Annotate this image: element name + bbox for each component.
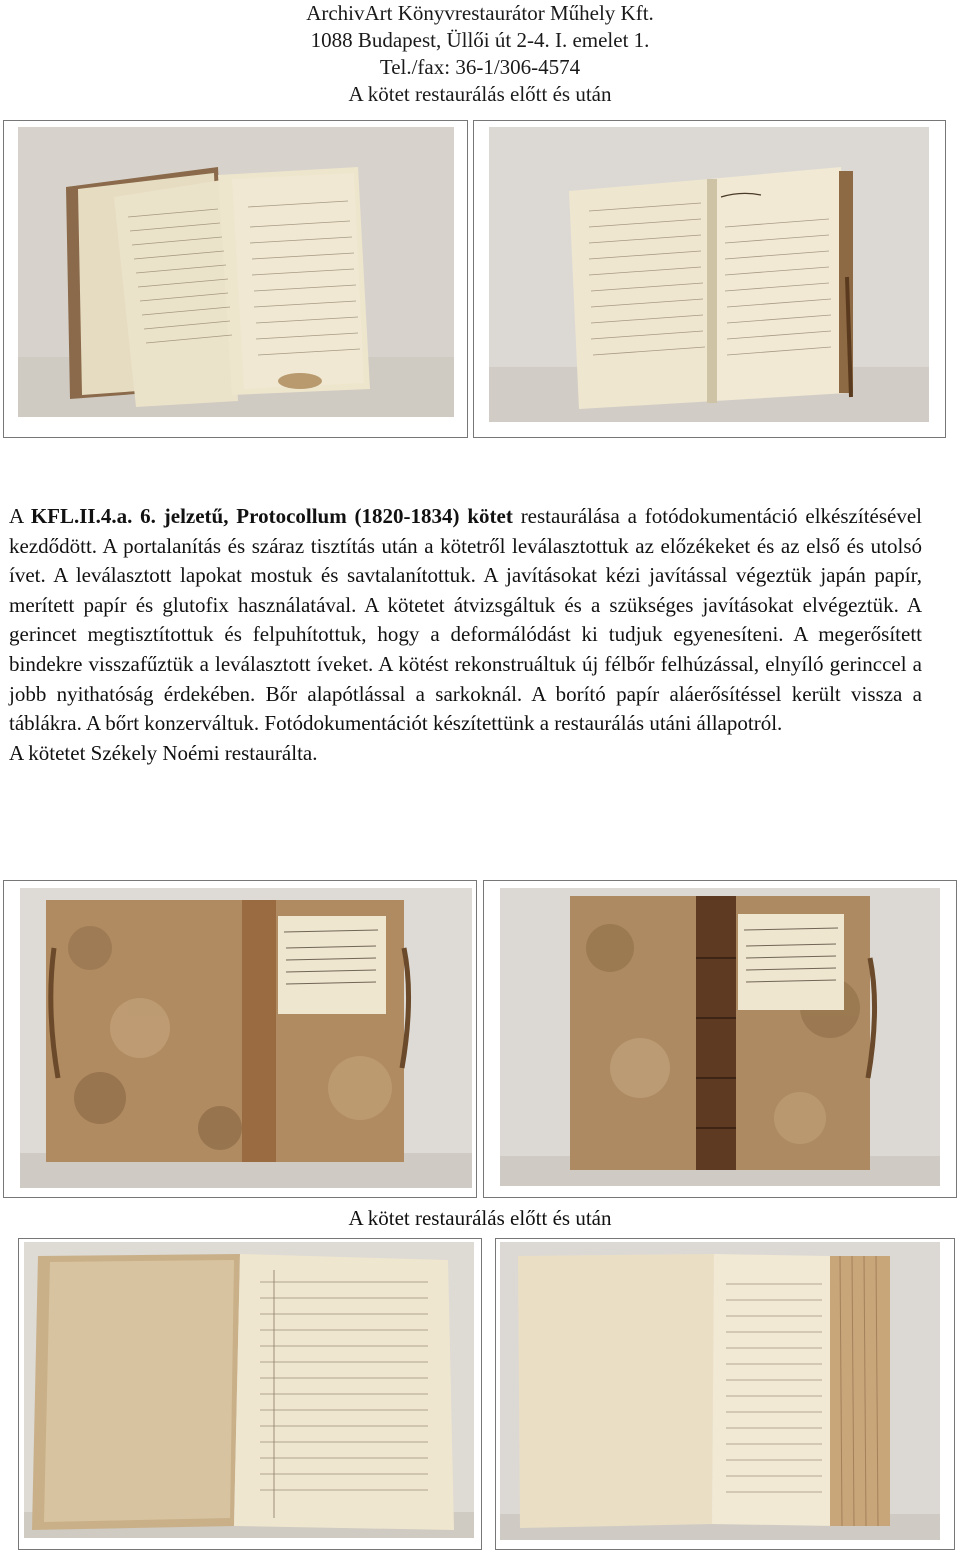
description-paragraph: [9, 502, 922, 739]
photo-open-first-pages-after: [500, 1242, 940, 1540]
description-text: restaurálása a fotódokumentáció elkészítésével kezdődött. A portalanítás és száraz tisztítás után a kötetről leválasztottuk az előzékeket és az első és utolsó ívet. A leválasztott lapokat mostuk és savtalanítottuk. A javításokat kézi javítással végeztük japán papír, merített papír és glutofix használatával. A kötetet átvizsgáltuk és a szükséges javításokat elvégeztük. A gerincet megtisztítottuk és felpuhítottuk, hogy a deformálódást ki tudjuk egyenesíteni. A megerősített bindekre visszafűztük a leválasztott íveket. A kötést rekonstruáltuk új félbőr felhúzással, elnyíló gerinccel a jobb nyithatóság érdekében. Bőr alapótlással a sarkoknál. A borító papír aláerősítéssel került vissza a táblákra. A bőrt konzerváltuk. Fotódokumentációt készítettünk a restaurálás utáni állapotról.: [9, 504, 922, 736]
photo-open-book-before: [18, 127, 454, 417]
restoration-description: [9, 502, 922, 768]
lead-word: A: [9, 504, 24, 528]
photo-open-first-pages-before: [24, 1242, 474, 1538]
company-address: 1088 Budapest, Üllői út 2-4. I. emelet 1.: [310, 28, 650, 52]
restorer-credit: A kötetet Székely Noémi restaurálta.: [9, 740, 318, 765]
volume-reference: KFL.II.4.a. 6. jelzetű, Protocollum (1820-1834) kötet: [30, 504, 513, 528]
company-name: ArchivArt Könyvrestaurátor Műhely Kft.: [306, 1, 654, 25]
photo-open-book-after: [489, 127, 929, 422]
company-phone: Tel./fax: 36-1/306-4574: [379, 55, 581, 79]
letterhead: [0, 0, 960, 108]
photo-caption: A kötet restaurálás előtt és után: [348, 1206, 612, 1230]
photo-closed-book-before: [20, 888, 472, 1188]
photo-closed-book-after: [500, 888, 940, 1186]
page-title: A kötet restaurálás előtt és után: [348, 82, 612, 106]
